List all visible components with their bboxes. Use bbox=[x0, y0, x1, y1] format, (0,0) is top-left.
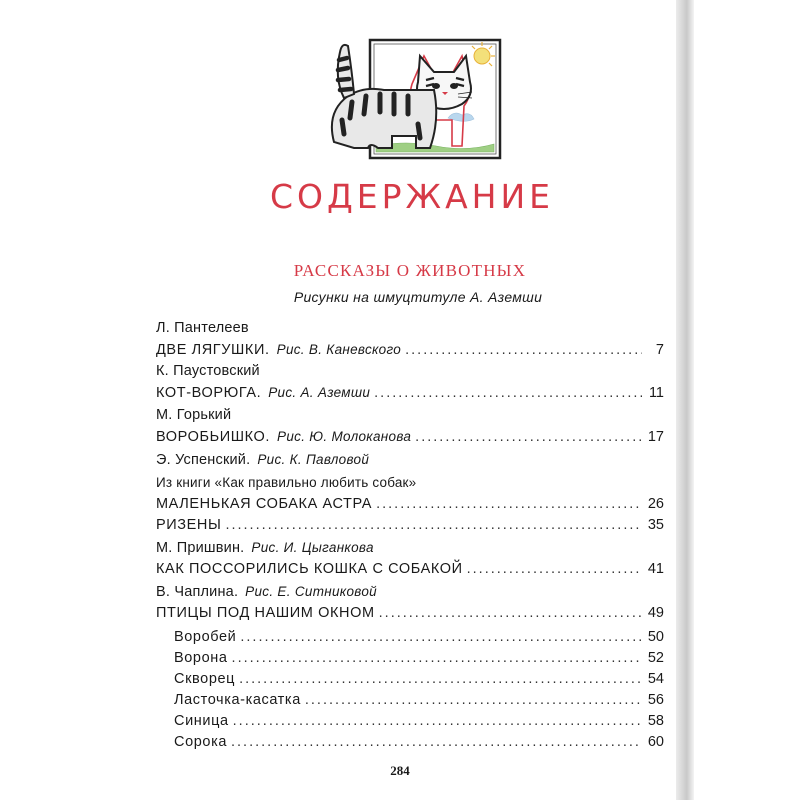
toc-entry-title: КОТ-ВОРЮГА. bbox=[156, 385, 262, 401]
toc-author bbox=[156, 450, 664, 470]
toc-page-number: 35 bbox=[647, 517, 664, 533]
toc-page-number: 56 bbox=[647, 692, 664, 708]
toc-illustrator: Рис. В. Каневского bbox=[276, 342, 402, 357]
toc-page-number: 41 bbox=[647, 561, 664, 577]
toc-page-number: 50 bbox=[647, 629, 664, 645]
toc-subentry[interactable] bbox=[174, 648, 664, 668]
dot-leader bbox=[232, 648, 642, 668]
toc-author bbox=[156, 538, 664, 558]
section-title: РАССКАЗЫ О ЖИВОТНЫХ bbox=[293, 261, 527, 280]
toc-illustrator: Рис. И. Цыганкова bbox=[251, 540, 374, 555]
toc-entry-title: КАК ПОССОРИЛИСЬ КОШКА С СОБАКОЙ bbox=[156, 561, 463, 577]
toc-entry[interactable] bbox=[156, 383, 664, 403]
page-title: СОДЕРЖАНИЕ bbox=[269, 177, 555, 216]
toc-page-number: 7 bbox=[655, 342, 664, 358]
toc-entry[interactable] bbox=[156, 603, 664, 623]
dot-leader bbox=[467, 559, 642, 579]
dot-leader bbox=[225, 515, 642, 535]
toc-page-number: 60 bbox=[647, 734, 664, 750]
toc-subentry[interactable] bbox=[174, 669, 664, 689]
dot-leader bbox=[239, 669, 642, 689]
toc-source-note: Из книги «Как правильно любить собак» bbox=[156, 475, 417, 490]
page-number: 284 bbox=[390, 763, 410, 778]
toc-page-number: 11 bbox=[648, 385, 664, 401]
toc-entry-title: МАЛЕНЬКАЯ СОБАКА АСТРА bbox=[156, 496, 373, 512]
dot-leader bbox=[374, 383, 642, 403]
toc-subentry[interactable] bbox=[174, 711, 664, 731]
toc-illustrator: Рис. К. Павловой bbox=[257, 452, 370, 467]
toc-page-number: 54 bbox=[647, 671, 664, 687]
toc-entry[interactable] bbox=[156, 340, 664, 360]
toc-author: М. Горький bbox=[156, 407, 232, 423]
dot-leader bbox=[233, 711, 642, 731]
dot-leader bbox=[231, 732, 642, 752]
toc-illustrator: Рис. А. Аземши bbox=[268, 385, 371, 400]
toc-page-number: 58 bbox=[647, 713, 664, 729]
dot-leader bbox=[415, 427, 642, 447]
toc-author-name: В. Чаплина. bbox=[156, 584, 239, 600]
toc-page-number: 26 bbox=[647, 496, 664, 512]
section-subtitle: Рисунки на шмуцтитуле А. Аземши bbox=[293, 289, 543, 305]
toc-subentry[interactable] bbox=[174, 627, 664, 647]
toc-page-number: 52 bbox=[647, 650, 664, 666]
toc-subentry-title: Скворец bbox=[174, 671, 236, 687]
toc-illustrator: Рис. Е. Ситниковой bbox=[245, 584, 377, 599]
toc-entry[interactable] bbox=[156, 494, 664, 514]
toc-entry-title: ВОРОБЬИШКО. bbox=[156, 429, 271, 445]
toc-entry[interactable] bbox=[156, 515, 664, 535]
dot-leader bbox=[405, 340, 642, 360]
toc-subentry-title: Синица bbox=[174, 713, 229, 729]
dot-leader bbox=[305, 690, 642, 710]
toc-page-number: 49 bbox=[647, 605, 664, 621]
toc-author bbox=[156, 582, 664, 602]
toc-page-number: 17 bbox=[647, 429, 664, 445]
toc-author-name: М. Пришвин. bbox=[156, 540, 245, 556]
toc-subentry[interactable] bbox=[174, 732, 664, 752]
toc-subentry-title: Сорока bbox=[174, 734, 227, 750]
dot-leader bbox=[379, 603, 642, 623]
toc-entry[interactable] bbox=[156, 427, 664, 447]
toc-author-name: Э. Успенский. bbox=[156, 452, 251, 468]
toc-illustrator: Рис. Ю. Молоканова bbox=[277, 429, 412, 444]
toc-subentry-title: Ворона bbox=[174, 650, 228, 666]
toc-subentry[interactable] bbox=[174, 690, 664, 710]
toc-subentry-title: Ласточка-касатка bbox=[174, 692, 301, 708]
toc-entry[interactable] bbox=[156, 559, 664, 579]
toc-entry-title: ДВЕ ЛЯГУШКИ. bbox=[156, 342, 270, 358]
dot-leader bbox=[240, 627, 642, 647]
toc-entry-title: ПТИЦЫ ПОД НАШИМ ОКНОМ bbox=[156, 605, 375, 621]
toc-entry-title: РИЗЕНЫ bbox=[156, 517, 222, 533]
dot-leader bbox=[376, 494, 642, 514]
toc-subentry-title: Воробей bbox=[174, 629, 237, 645]
toc-author: Л. Пантелеев bbox=[156, 320, 249, 336]
toc-author: К. Паустовский bbox=[156, 363, 260, 379]
